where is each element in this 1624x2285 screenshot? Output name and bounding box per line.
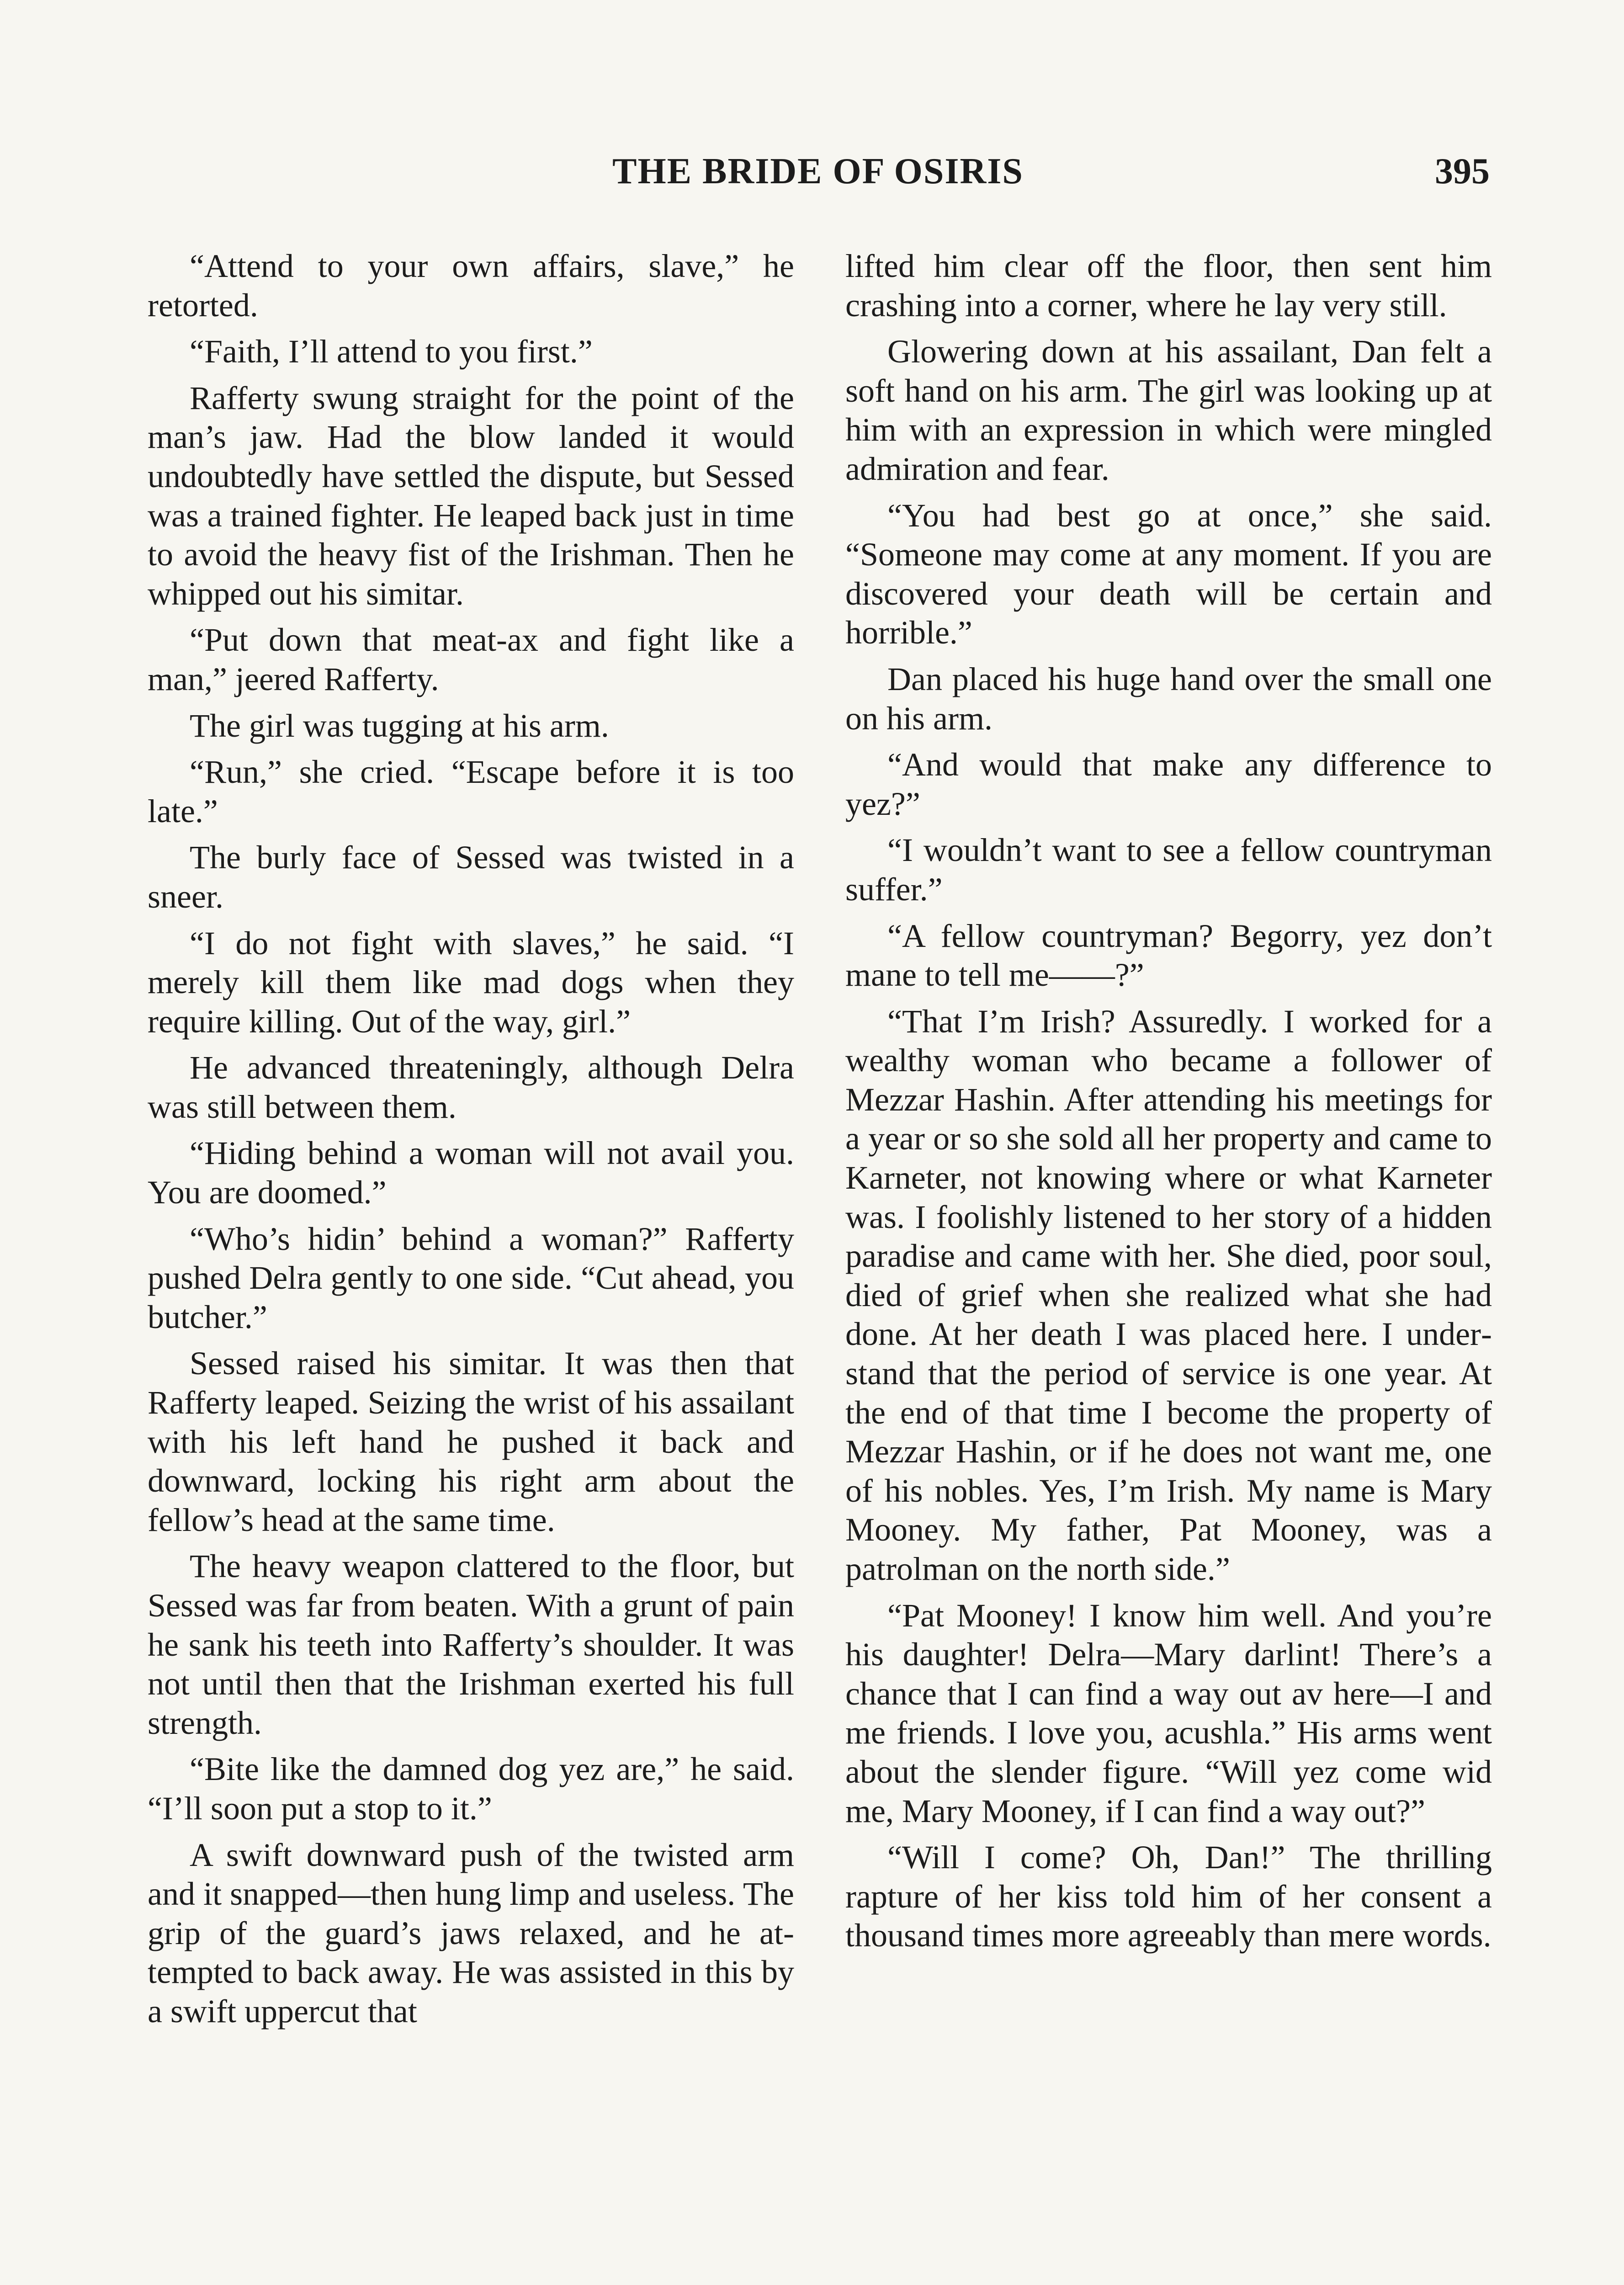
paragraph: Glowering down at his assailant, Dan felt a soft hand on his arm. The girl was looking up at him with an expression in which were mingled admiration and fear. xyxy=(845,333,1492,487)
paragraph: “That I’m Irish? Assuredly. I worked for a wealthy woman who became a follower of Mezzar Hashin. After attending his meetings for a year or so she sold all her property and came to Karneter, not knowing where or what Karneter was. I foolishly listened to her story of a hidden paradise and came with her. She died, poor soul, died of grief when she realized what she had done. At her death I was placed here. I understand that the period of service is one year. At the end of that time I become the property of Mezzar Hashin, or if he does not want me, one of his nobles. Yes, I’m Irish. My name is Mary Mooney. My father, Pat Mooney, was a patrolman on the north side.” xyxy=(845,1003,1492,1587)
page-header xyxy=(146,151,1490,201)
paragraph: He advanced threateningly, although Delra was still between them. xyxy=(148,1049,794,1125)
paragraph: “I do not fight with slaves,” he said. “I merely kill them like mad dogs when they require killing. Out of the way, girl.” xyxy=(148,925,794,1040)
paragraph: The girl was tugging at his arm. xyxy=(190,707,609,744)
paragraph: “Hiding behind a woman will not avail you. You are doomed.” xyxy=(148,1135,794,1211)
paragraph: “Faith, I’ll attend to you first.” xyxy=(190,333,593,370)
paragraph: “Pat Mooney! I know him well. And you’re his daughter! Delra—Mary darlint! There’s a chance that I can find a way out av here—I and me friends. I love you, acushla.” His arms went about the slender figure. “Will yez come wid me, Mary Mooney, if I can find a way out?” xyxy=(845,1597,1492,1829)
paragraph: “Run,” she cried. “Escape before it is too late.” xyxy=(148,754,794,829)
paragraph: A swift downward push of the twisted arm and it snapped—then hung limp and useless. The grip of the guard’s jaws relaxed, and he attempted to back away. He was assisted in this by a swift uppercut that xyxy=(148,1836,794,2030)
left-column xyxy=(148,247,794,2039)
paragraph: “Put down that meat-ax and fight like a man,” jeered Rafferty. xyxy=(148,622,794,697)
right-column xyxy=(845,247,1492,1963)
paragraph: “And would that make any difference to yez?” xyxy=(845,746,1492,822)
running-title: THE BRIDE OF OSIRIS xyxy=(612,151,1024,191)
paragraph: “I wouldn’t want to see a fellow countryman suffer.” xyxy=(845,832,1492,908)
paragraph: Rafferty swung straight for the point of the man’s jaw. Had the blow landed it would undoubtedly have settled the dispute, but Sessed was a trained fighter. He leaped back just in time to avoid the heavy fist of the Irishman. Then he whipped out his simitar. xyxy=(148,379,794,612)
paragraph: The heavy weapon clattered to the floor, but Sessed was far from beaten. With a grunt of pain he sank his teeth into Rafferty’s shoulder. It was not until then that the Irishman exerted his full strength. xyxy=(148,1548,794,1741)
paragraph: “Who’s hidin’ behind a woman?” Rafferty pushed Delra gently to one side. “Cut ahead, you butcher.” xyxy=(148,1220,794,1335)
paragraph: The burly face of Sessed was twisted in a sneer. xyxy=(148,839,794,915)
paragraph: Sessed raised his simitar. It was then that Rafferty leaped. Seizing the wrist of his assailant with his left hand he pushed it back and downward, locking his right arm about the fellow’s head at the same time. xyxy=(148,1345,794,1538)
paragraph: “A fellow countryman? Begorry, yez don’t mane to tell me——?” xyxy=(845,917,1492,994)
page-number: 395 xyxy=(1435,151,1490,191)
paragraph-continued: lifted him clear off the floor, then sent him crashing into a corner, where he lay very still. xyxy=(845,248,1492,324)
paragraph: Dan placed his huge hand over the small one on his arm. xyxy=(845,660,1492,737)
paragraph: “Will I come? Oh, Dan!” The thrilling rapture of her kiss told him of her consent a thousand times more agreeably than mere words. xyxy=(845,1839,1492,1954)
paragraph: “Bite like the damned dog yez are,” he said. “I’ll soon put a stop to it.” xyxy=(148,1751,794,1827)
paragraph: “You had best go at once,” she said. “Someone may come at any moment. If you are discovered your death will be certain and horrible.” xyxy=(845,497,1492,651)
paragraph: “Attend to your own affairs, slave,” he retorted. xyxy=(148,248,794,324)
